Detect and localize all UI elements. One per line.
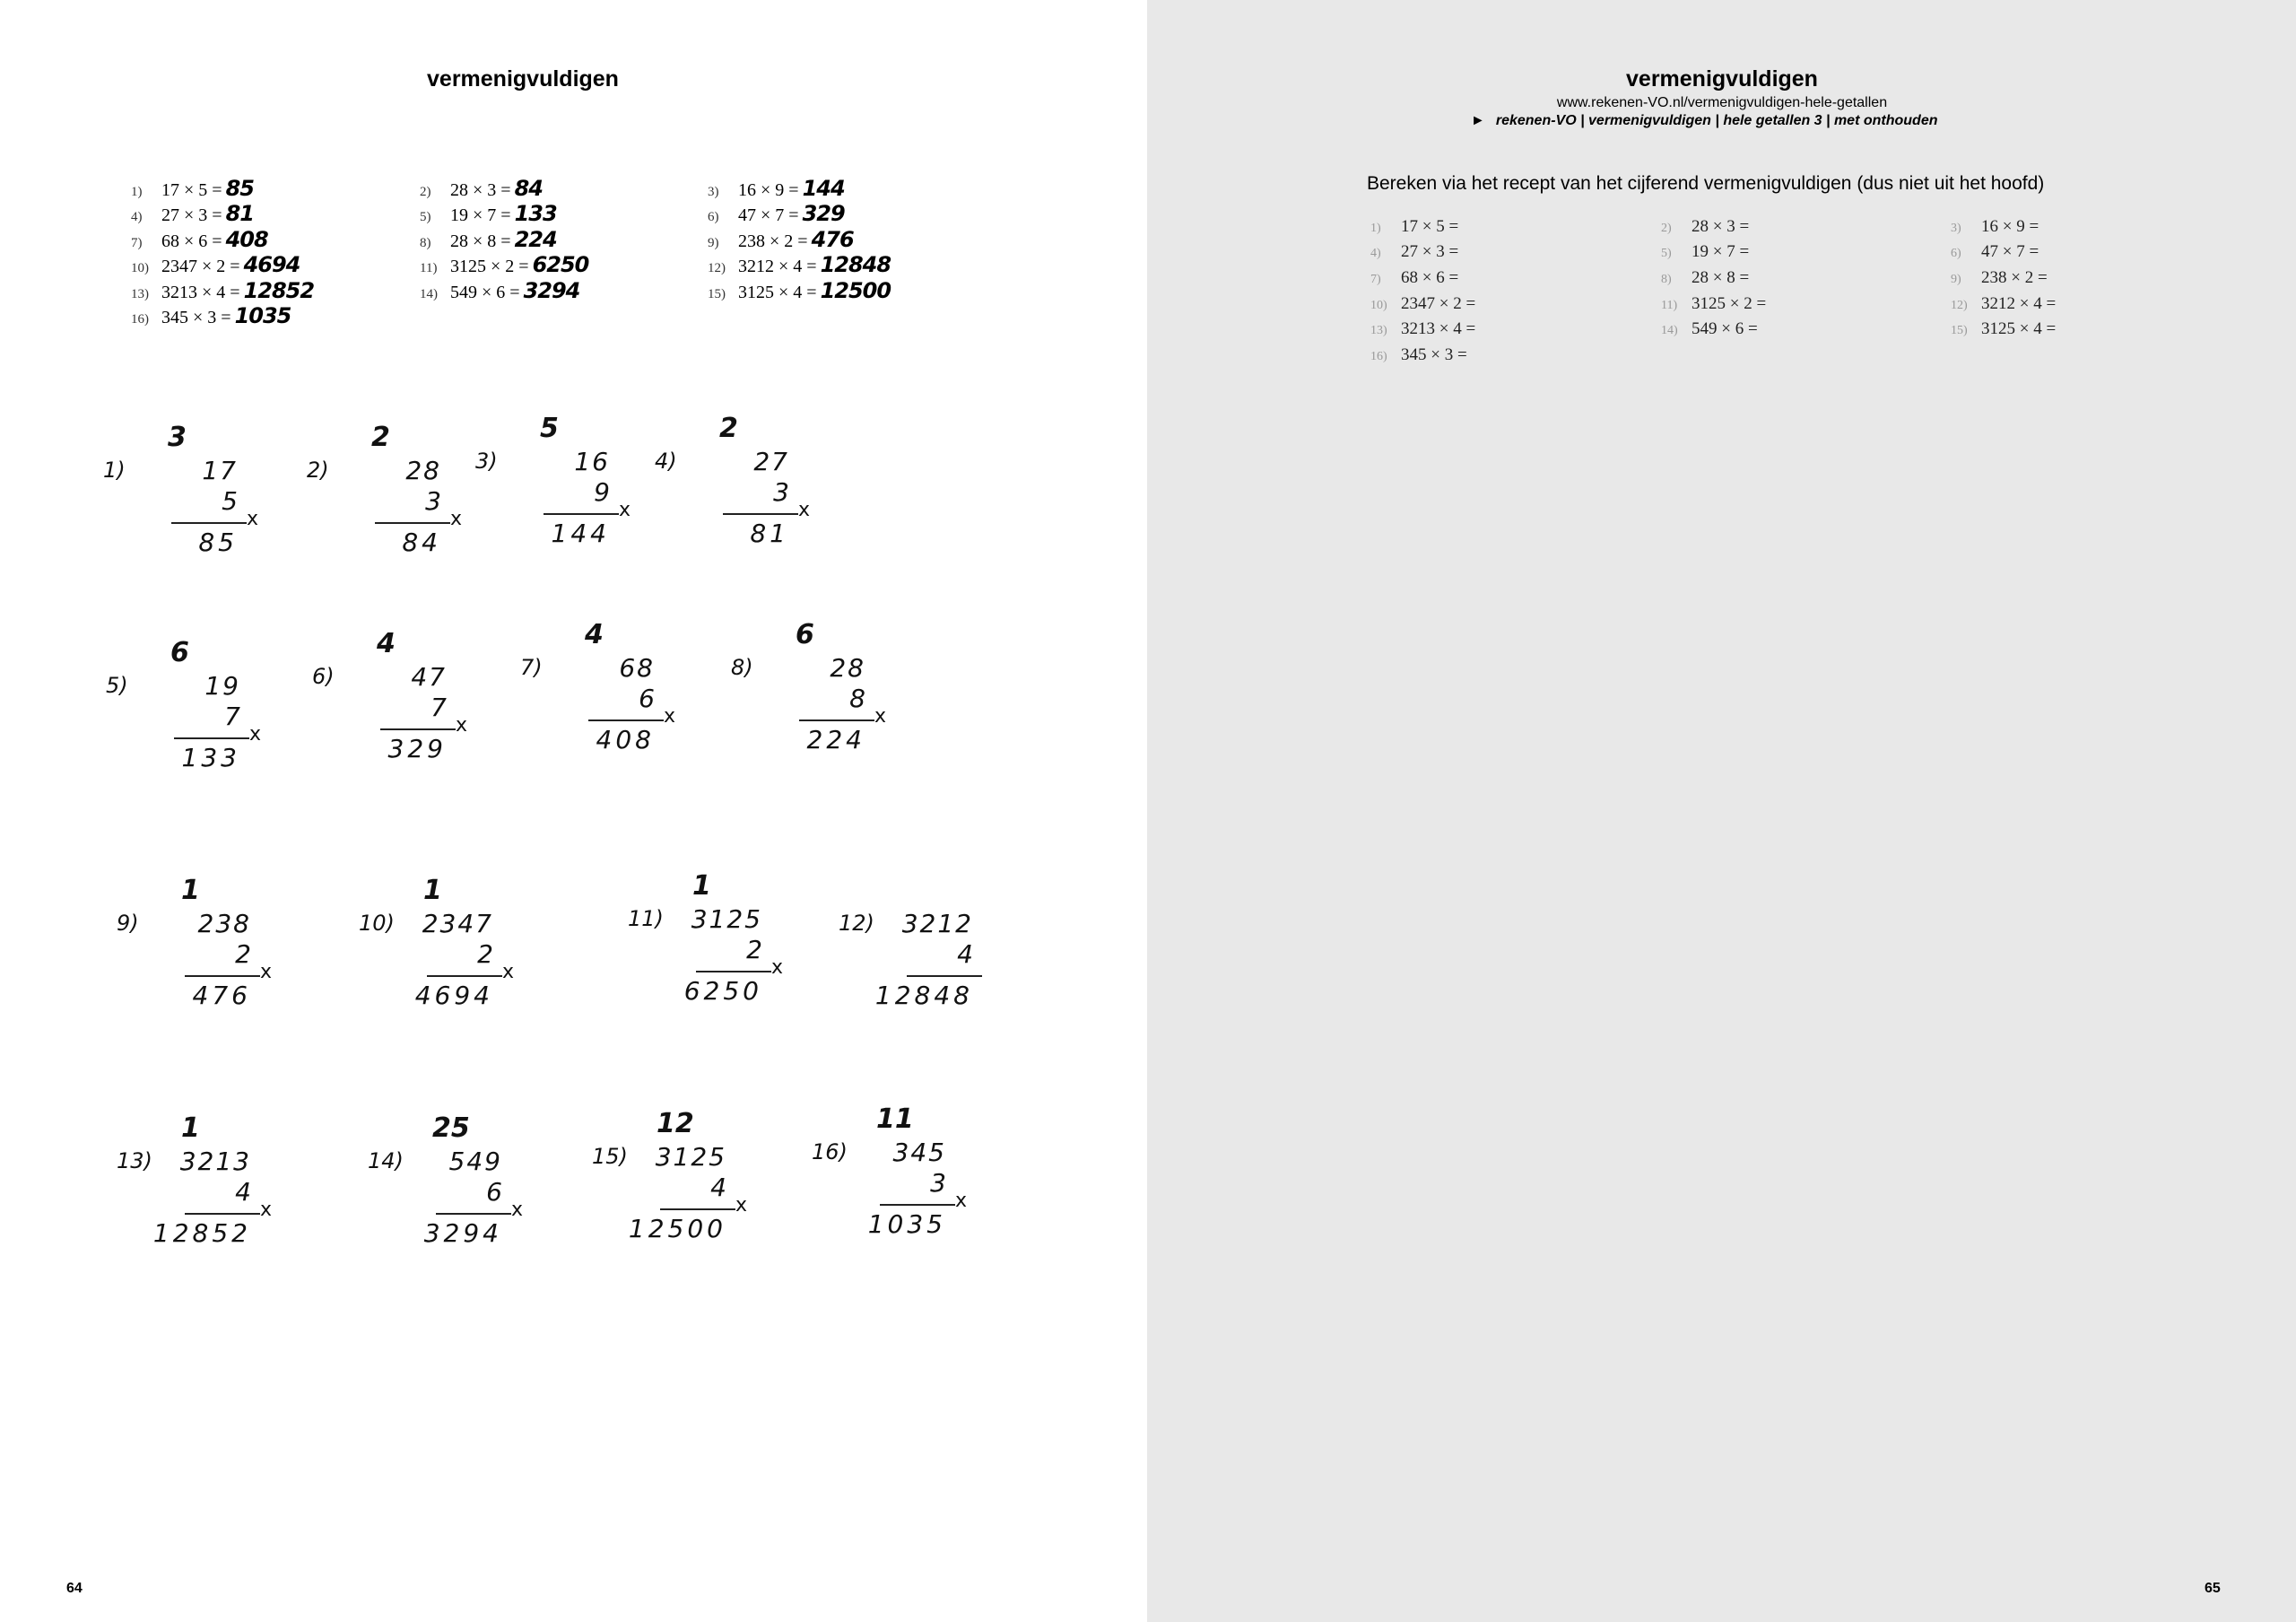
- exercise-item: [1951, 242, 2039, 262]
- exercise-expression: 27 × 3 =: [161, 205, 222, 225]
- multiplicand: 3125: [655, 1142, 726, 1172]
- handwritten-answer: 85: [225, 176, 254, 201]
- multiplicand: 549: [448, 1147, 502, 1176]
- handwritten-answer: 12852: [243, 278, 315, 303]
- left-page-title: vermenigvuldigen: [427, 66, 619, 92]
- exercise-item: [1370, 242, 1458, 262]
- exercise-number: 10): [1370, 299, 1387, 312]
- product: 224: [806, 725, 865, 754]
- exercise-expression: 2347 × 2 =: [161, 257, 240, 276]
- multiplier: 3: [930, 1168, 946, 1198]
- multiplicand: 28: [830, 653, 865, 683]
- product: 3294: [423, 1218, 502, 1248]
- multiplicand: 2347: [422, 909, 493, 938]
- times-sign: x: [511, 1199, 524, 1221]
- exercise-number: 9): [1951, 273, 1961, 286]
- exercise-number: 12): [1951, 299, 1968, 312]
- product: 1035: [867, 1209, 946, 1239]
- times-sign: x: [260, 1199, 273, 1221]
- carry-digit: 6: [170, 637, 189, 668]
- exercise-number: 1): [131, 185, 143, 199]
- carry-digit: 11: [876, 1103, 914, 1135]
- times-sign: x: [456, 714, 468, 737]
- exercise-item: [708, 201, 845, 226]
- handwritten-answer: 81: [225, 201, 254, 226]
- exercise-number: 10): [131, 261, 149, 275]
- multiplier: 7: [430, 693, 447, 722]
- exercise-item: [420, 201, 557, 226]
- calculation-label: 16): [812, 1139, 848, 1164]
- handwritten-calculation: [312, 628, 474, 763]
- calculation-label: 15): [592, 1144, 628, 1169]
- exercise-number: 6): [1951, 247, 1961, 260]
- result-line: [375, 522, 450, 524]
- exercise-item: [131, 252, 300, 277]
- handwritten-calculation: [117, 1112, 278, 1248]
- times-sign: x: [664, 705, 676, 728]
- exercise-item: [1370, 319, 1475, 339]
- exercise-item: [1370, 294, 1475, 314]
- exercise-item: [131, 176, 254, 201]
- exercise-expression: 3213 × 4 =: [1401, 319, 1476, 338]
- result-line: [380, 728, 456, 730]
- multiplicand: 238: [197, 909, 251, 938]
- result-line: [427, 975, 502, 977]
- handwritten-answer: 4694: [243, 252, 300, 277]
- exercise-expression: 3125 × 2 =: [1692, 294, 1767, 313]
- product: 12500: [628, 1214, 726, 1243]
- carry-digit: 1: [692, 870, 711, 902]
- exercise-number: 3): [708, 185, 719, 199]
- exercise-item: [1951, 319, 2056, 339]
- exercise-number: 5): [1661, 247, 1672, 260]
- multiplicand: 3125: [691, 904, 762, 934]
- exercise-expression: 549 × 6 =: [1692, 319, 1758, 338]
- result-line: [799, 719, 874, 721]
- exercise-item: [708, 252, 891, 277]
- exercise-expression: 47 × 7 =: [738, 205, 799, 225]
- multiplicand: 19: [204, 671, 240, 701]
- exercise-expression: 19 × 7 =: [1692, 242, 1750, 261]
- multiplier: 3: [425, 486, 441, 516]
- calculation-label: 5): [106, 673, 128, 698]
- exercise-item: [420, 227, 557, 252]
- multiplicand: 3212: [901, 909, 973, 938]
- carry-digit: 1: [181, 1112, 200, 1144]
- exercise-expression: 28 × 3 =: [1692, 217, 1750, 236]
- exercise-item: [1370, 345, 1467, 365]
- result-line: [174, 737, 249, 739]
- carry-digit: 25: [432, 1112, 470, 1144]
- source-url[interactable]: www.rekenen-VO.nl/vermenigvuldigen-hele-getallen: [1556, 95, 1888, 110]
- exercise-item: [1661, 294, 1766, 314]
- result-line: [544, 513, 619, 515]
- calculation-label: 1): [103, 458, 126, 483]
- handwritten-answer: 6250: [532, 252, 589, 277]
- exercise-item: [708, 176, 845, 201]
- handwritten-answer: 84: [514, 176, 543, 201]
- multiplicand: 3213: [179, 1147, 251, 1176]
- result-line: [185, 975, 260, 977]
- exercise-expression: 68 × 6 =: [161, 231, 222, 251]
- exercise-number: 5): [420, 210, 431, 224]
- breadcrumb-text: rekenen-VO | vermenigvuldigen | hele getallen 3 | met onthouden: [1495, 113, 1938, 128]
- product: 476: [192, 981, 251, 1010]
- multiplicand: 17: [202, 456, 238, 485]
- exercise-number: 14): [420, 287, 438, 301]
- exercise-expression: 17 × 5 =: [161, 180, 222, 200]
- carry-digit: 2: [371, 422, 390, 453]
- carry-digit: 5: [540, 413, 559, 444]
- breadcrumb: [1471, 113, 1937, 129]
- handwritten-calculation: [368, 1112, 529, 1248]
- multiplicand: 47: [411, 662, 447, 692]
- multiplicand: 345: [892, 1138, 946, 1167]
- times-sign: x: [874, 705, 887, 728]
- multiplicand: 27: [753, 447, 789, 476]
- handwritten-answer: 12500: [820, 278, 891, 303]
- handwritten-answer: 1035: [234, 303, 291, 328]
- exercise-item: [131, 278, 314, 303]
- exercise-item: [1951, 294, 2056, 314]
- multiplier: 8: [849, 684, 865, 713]
- product: 81: [750, 519, 789, 548]
- times-sign: x: [771, 956, 784, 979]
- exercise-item: [420, 278, 579, 303]
- exercise-expression: 28 × 3 =: [450, 180, 511, 200]
- carry-digit: 3: [168, 422, 187, 453]
- left-page-number: 64: [66, 1581, 83, 1596]
- exercise-number: 6): [708, 210, 719, 224]
- exercise-expression: 345 × 3 =: [1401, 345, 1467, 364]
- product: 4694: [414, 981, 493, 1010]
- multiplier: 2: [235, 939, 251, 969]
- exercise-number: 4): [1370, 247, 1381, 260]
- exercise-item: [1661, 242, 1749, 262]
- handwritten-calculation: [520, 619, 682, 754]
- product: 12848: [874, 981, 973, 1010]
- times-sign: x: [798, 499, 811, 521]
- calculation-label: 3): [475, 449, 498, 474]
- result-line: [907, 975, 982, 977]
- times-sign: x: [260, 961, 273, 983]
- product: 12852: [152, 1218, 251, 1248]
- exercise-number: 2): [1661, 222, 1672, 235]
- handwritten-calculation: [117, 875, 278, 1010]
- exercise-expression: 345 × 3 =: [161, 308, 231, 327]
- handwritten-calculation: [359, 875, 520, 1010]
- times-sign: x: [450, 508, 463, 530]
- exercise-number: 3): [1951, 222, 1961, 235]
- exercise-expression: 47 × 7 =: [1981, 242, 2039, 261]
- calculation-label: 12): [839, 911, 874, 936]
- calculation-label: 6): [312, 664, 335, 689]
- carry-digit: 4: [585, 619, 604, 650]
- result-line: [723, 513, 798, 515]
- exercise-expression: 28 × 8 =: [450, 231, 511, 251]
- exercise-expression: 549 × 6 =: [450, 283, 520, 302]
- handwritten-answer: 329: [802, 201, 845, 226]
- multiplicand: 28: [405, 456, 441, 485]
- carry-digit: 12: [657, 1108, 694, 1139]
- result-line: [185, 1213, 260, 1215]
- handwritten-answer: 476: [811, 227, 854, 252]
- multiplier: 2: [477, 939, 493, 969]
- calculation-label: 11): [628, 906, 664, 931]
- exercise-expression: 3212 × 4 =: [738, 257, 817, 276]
- exercise-number: 16): [131, 312, 149, 327]
- handwritten-calculation: [592, 1108, 753, 1243]
- product: 144: [551, 519, 610, 548]
- exercise-expression: 3125 × 4 =: [738, 283, 817, 302]
- exercise-expression: 2347 × 2 =: [1401, 294, 1476, 313]
- times-sign: x: [955, 1190, 968, 1212]
- exercise-expression: 27 × 3 =: [1401, 242, 1459, 261]
- exercise-expression: 3212 × 4 =: [1981, 294, 2057, 313]
- carry-digit: 6: [796, 619, 814, 650]
- multiplier: 4: [235, 1177, 251, 1207]
- handwritten-answer: 144: [802, 176, 845, 201]
- exercise-number: 15): [708, 287, 726, 301]
- exercise-number: 8): [1661, 273, 1672, 286]
- exercise-item: [131, 303, 291, 328]
- result-line: [696, 971, 771, 972]
- handwritten-calculation: [307, 422, 468, 557]
- product: 6250: [683, 976, 762, 1006]
- handwritten-calculation: [655, 413, 816, 548]
- exercise-expression: 238 × 2 =: [738, 231, 808, 251]
- result-line: [880, 1204, 955, 1206]
- handwritten-calculation: [103, 422, 265, 557]
- exercise-item: [420, 176, 543, 201]
- handwritten-calculation: [812, 1103, 973, 1239]
- result-line: [660, 1208, 735, 1210]
- multiplier: 3: [773, 477, 789, 507]
- carry-digit: 1: [181, 875, 200, 906]
- handwritten-answer: 133: [514, 201, 557, 226]
- product: 84: [402, 528, 441, 557]
- instruction-text: Bereken via het recept van het cijferend vermenigvuldigen (dus niet uit het hoofd): [1367, 173, 2045, 194]
- carry-digit: 2: [719, 413, 738, 444]
- calculation-label: 13): [117, 1148, 152, 1173]
- exercise-number: 1): [1370, 222, 1381, 235]
- calculation-label: 7): [520, 655, 543, 680]
- exercise-item: [420, 252, 588, 277]
- exercise-expression: 19 × 7 =: [450, 205, 511, 225]
- multiplicand: 68: [619, 653, 655, 683]
- multiplier: 5: [222, 486, 238, 516]
- times-sign: x: [249, 723, 262, 746]
- exercise-number: 12): [708, 261, 726, 275]
- times-sign: x: [502, 961, 515, 983]
- exercise-number: 2): [420, 185, 431, 199]
- multiplier: 9: [594, 477, 610, 507]
- product: 329: [387, 734, 447, 763]
- calculation-label: 10): [359, 911, 395, 936]
- exercise-number: 9): [708, 236, 719, 250]
- exercise-expression: 16 × 9 =: [738, 180, 799, 200]
- exercise-number: 7): [131, 236, 143, 250]
- handwritten-answer: 12848: [820, 252, 891, 277]
- handwritten-calculation: [628, 870, 789, 1006]
- result-line: [171, 522, 247, 524]
- product: 408: [596, 725, 655, 754]
- triangle-icon: ►: [1471, 113, 1485, 128]
- exercise-item: [1661, 319, 1758, 339]
- exercise-number: 11): [1661, 299, 1678, 312]
- exercise-number: 7): [1370, 273, 1381, 286]
- exercise-item: [131, 227, 268, 252]
- exercise-item: [1951, 217, 2039, 237]
- exercise-number: 15): [1951, 324, 1968, 337]
- exercise-number: 8): [420, 236, 431, 250]
- multiplier: 4: [710, 1173, 726, 1202]
- multiplier: 6: [486, 1177, 502, 1207]
- exercise-item: [1370, 268, 1458, 288]
- multiplier: 2: [746, 935, 762, 964]
- times-sign: x: [619, 499, 631, 521]
- calculation-label: 14): [368, 1148, 404, 1173]
- handwritten-calculation: [839, 875, 1000, 1010]
- multiplier: 6: [639, 684, 655, 713]
- times-sign: x: [735, 1194, 748, 1216]
- exercise-expression: 28 × 8 =: [1692, 268, 1750, 287]
- exercise-item: [1661, 217, 1749, 237]
- exercise-number: 16): [1370, 350, 1387, 363]
- product: 133: [181, 743, 240, 772]
- multiplicand: 16: [574, 447, 610, 476]
- multiplier: 7: [224, 702, 240, 731]
- handwritten-answer: 3294: [523, 278, 580, 303]
- carry-digit: 1: [423, 875, 442, 906]
- exercise-expression: 17 × 5 =: [1401, 217, 1459, 236]
- result-line: [436, 1213, 511, 1215]
- handwritten-calculation: [731, 619, 892, 754]
- exercise-expression: 3125 × 4 =: [1981, 319, 2057, 338]
- handwritten-answer: 224: [514, 227, 557, 252]
- result-line: [588, 719, 664, 721]
- exercise-expression: 3125 × 2 =: [450, 257, 529, 276]
- exercise-item: [131, 201, 254, 226]
- exercise-item: [708, 227, 854, 252]
- exercise-number: 13): [1370, 324, 1387, 337]
- handwritten-calculation: [475, 413, 637, 548]
- exercise-item: [1661, 268, 1749, 288]
- product: 85: [198, 528, 238, 557]
- exercise-expression: 68 × 6 =: [1401, 268, 1459, 287]
- times-sign: x: [247, 508, 259, 530]
- exercise-number: 11): [420, 261, 438, 275]
- multiplier: 4: [957, 939, 973, 969]
- calculation-label: 4): [655, 449, 677, 474]
- right-page-title: vermenigvuldigen: [1626, 66, 1818, 92]
- exercise-expression: 16 × 9 =: [1981, 217, 2039, 236]
- exercise-number: 14): [1661, 324, 1678, 337]
- carry-digit: 4: [377, 628, 396, 659]
- handwritten-answer: 408: [225, 227, 268, 252]
- exercise-item: [1951, 268, 2048, 288]
- handwritten-calculation: [106, 637, 267, 772]
- exercise-expression: 3213 × 4 =: [161, 283, 240, 302]
- calculation-label: 9): [117, 911, 139, 936]
- calculation-label: 8): [731, 655, 753, 680]
- exercise-number: 13): [131, 287, 149, 301]
- calculation-label: 2): [307, 458, 329, 483]
- exercise-number: 4): [131, 210, 143, 224]
- right-page-number: 65: [2205, 1581, 2221, 1596]
- exercise-expression: 238 × 2 =: [1981, 268, 2048, 287]
- exercise-item: [1370, 217, 1458, 237]
- exercise-item: [708, 278, 891, 303]
